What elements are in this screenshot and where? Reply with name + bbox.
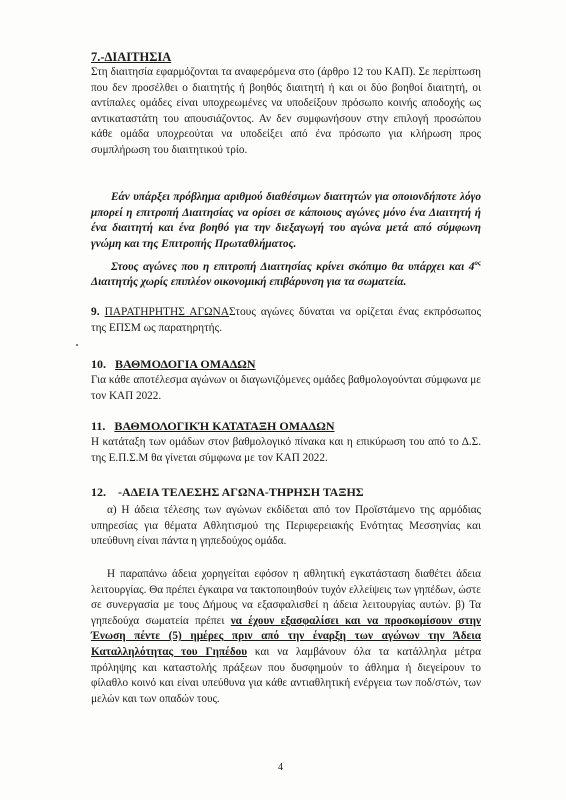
page-number: 4	[278, 762, 283, 773]
section-10-heading: ΒΑΘΜΟΔΟΓΙΑ ΟΜΑΔΩΝ	[115, 357, 256, 371]
section-10-text: Για κάθε αποτέλεσμα αγώνων οι διαγωνιζόμενες ομάδες βαθμολογούνται σύμφωνα με τον ΚΑΠ 2022.	[91, 374, 481, 402]
section-12-para-b-emphasis: να έχουν εξασφαλίσει και να προσκομίσουν στην Ένωση πέντε (5) ημέρες πριν από την έναρξη των αγώνων την Άδεια Καταλληλότητας του Γηπέδου	[91, 614, 481, 658]
section-9-heading: ΠΑΡΑΤΗΡΗΤΗΣ ΑΓΩΝΑ	[104, 306, 229, 318]
section-7-paragraph: Στη διαιτησία εφαρμόζονται τα αναφερόμενα στο (άρθρο 12 του ΚΑΠ). Σε περίπτωση που δεν προσέλθει ο διαιτητής ή βοηθός διαιτητή ή και οι δύο βοηθοί διαιτητή, οι αντίπαλες ομάδες είναι υποχρεωμένες να υποδείξουν πρόσωπο κοινής αποδοχής ως αντικαταστάτη του απουσιάζοντος. Αν δεν συμφωνήσουν στην επιλογή προσώπου κάθε ομάδα υποχρεούται να υποδείξει από ένα πρόσωπο για κλήρωση προς συμπλήρωση του διαιτητικού τρίο.	[91, 66, 481, 156]
section-9-number: 9.	[91, 306, 100, 318]
section-12-para-b-end: και να λαμβάνουν όλα τα κατάλληλα μέτρα πρόληψης και καταστολής πράξεων που δυσφημούν το άθλημα ή διεγείρουν το φίλαθλο κοινό και είναι υπεύθυνα για κάθε αντιαθλητική ενέργεια των ποδ/στών, των μελών και των οπαδών τους.	[91, 645, 482, 705]
section-12-heading-row	[91, 484, 364, 500]
section-11-number: 11.	[91, 419, 106, 433]
section-11-heading: ΒΑΘΜΟΛΟΓΙΚΉ ΚΑΤΑΤΑΞΗ ΟΜΑΔΩΝ	[114, 419, 335, 433]
section-12-para-b-start: Η παραπάνω άδεια χορηγείται εφόσον η αθλητική εγκατάσταση διαθέτει άδεια λειτουργίας. Θα πρέπει έγκαιρα να τακτοποιηθούν τυχόν ελλείψεις των γηπέδων, ώστε σε συνεργασία με τους Δήμους να εξασφαλισθεί η άδεια λειτουργίας αυτών. β) Τα γηπεδούχα σωματεία πρέπει	[91, 568, 481, 627]
section-7-heading: 7.-ΔΙΑΙΤΗΣΙΑ	[91, 50, 172, 64]
section-9-paragraph	[91, 305, 481, 336]
section-12-number: 12.	[91, 485, 106, 499]
section-12-paragraph-a: α) Η άδεια τέλεσης των αγώνων εκδίδεται από τον Προϊστάμενο της αρμόδιας υπηρεσίας για θέματα Αθλητισμού της Περιφερειακής Ενότητας Μεσσηνίας και υπεύθυνη είναι πάντα η γηπεδούχος ομάδα.	[91, 504, 481, 548]
section-12-heading: -ΑΔΕΙΑ ΤΕΛΕΣΗΣ ΑΓΩΝΑ-ΤΗΡΗΣΗ ΤΑΞΗΣ	[118, 485, 364, 499]
section-10-number: 10.	[91, 357, 106, 371]
section-11-text: Η κατάταξη των ομάδων στον βαθμολογικό πίνακα και η επικύρωση του από το Δ.Σ. της Ε.Π.Σ.Μ θα γίνεται σύμφωνα με τον ΚΑΠ 2022.	[91, 436, 481, 464]
section-9-text: Στους αγώνες δύναται να ορίζεται ένας εκπρόσωπος της ΕΠΣΜ ως παρατηρητής.	[91, 306, 481, 334]
fourth-referee-superscript: ος	[474, 259, 481, 267]
section-7-fourth-referee-paragraph	[91, 256, 481, 291]
section-11-heading-row	[91, 418, 334, 434]
fourth-referee-text: Στους αγώνες που η επιτροπή Διαιτησίας κρίνει σκόπιμο θα υπάρχει και 4	[111, 260, 475, 273]
scan-speck	[76, 344, 78, 346]
section-12-paragraph-b	[91, 567, 481, 707]
section-10-heading-row	[91, 356, 256, 372]
section-7-referee-shortage-paragraph: Εάν υπάρξει πρόβλημα αριθμού διαθέσιμων διαιτητών για οποιονδήποτε λόγο μπορεί η επιτροπή Διαιτησίας να ορίσει σε κάποιους αγώνες μόνο ένα Διαιτητή ή ένα διαιτητή και ένα βοηθό για την διεξαγωγή του αγώνα μετά από σύμφωνη γνώμη και της Επιτροπής Πρωταθλήματος.	[91, 191, 481, 250]
fourth-referee-text-cont: Διαιτητής χωρίς επιπλέον οικονομική επιβάρυνση για τα σωματεία.	[91, 276, 407, 289]
